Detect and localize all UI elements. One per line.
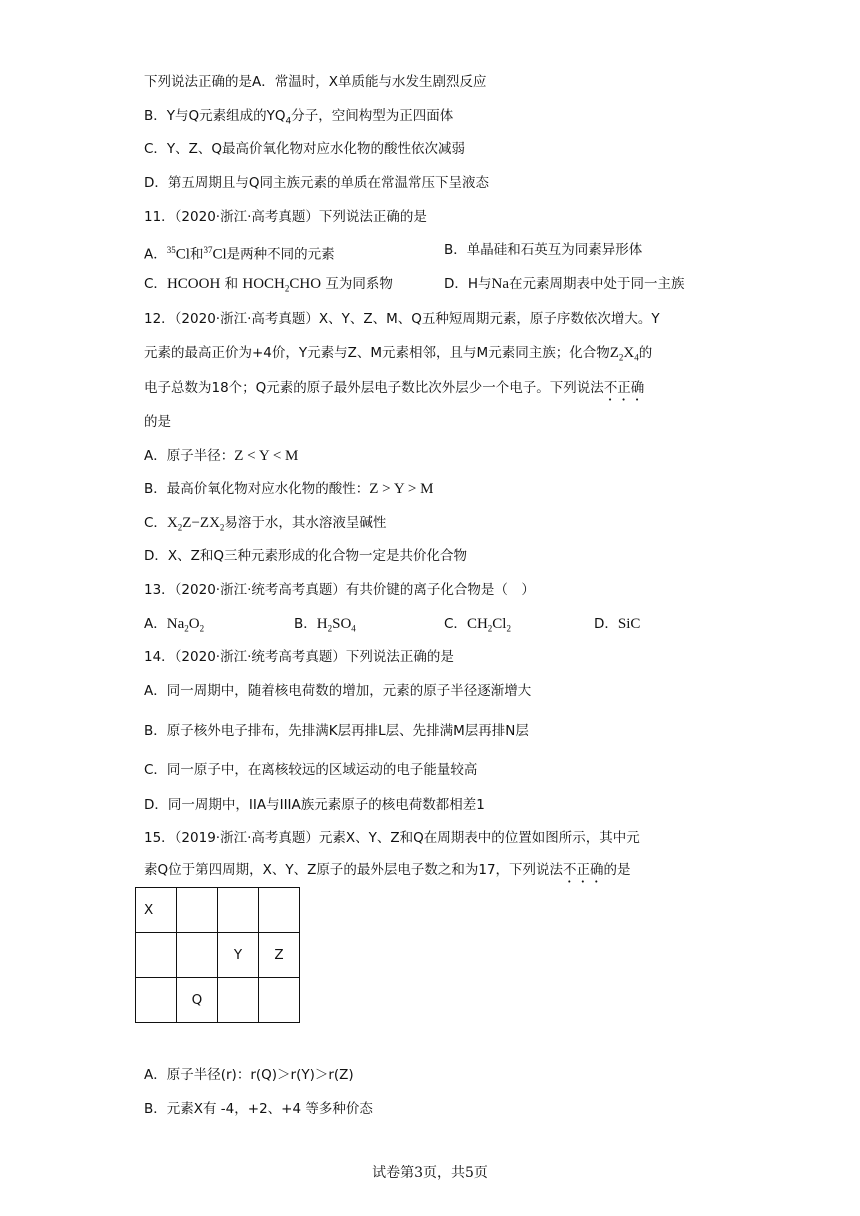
text: C． bbox=[444, 616, 467, 632]
q13-option-c bbox=[444, 614, 511, 639]
q12-option-c bbox=[144, 513, 386, 538]
q11-option-c bbox=[144, 274, 393, 299]
text: 素Q位于第四周期，X、Y、Z原子的最外层电子数之和为17，下列说法 bbox=[144, 862, 564, 878]
formula: SiC bbox=[617, 616, 641, 632]
formula: CHO bbox=[289, 276, 322, 292]
text: 电子总数为18个；Q元素的原子最外层电子数比次外层少一个电子。下列说法 bbox=[144, 380, 604, 396]
text: B． bbox=[294, 616, 317, 632]
q14-option-a: A．同一周期中，随着核电荷数的增加，元素的原子半径逐渐增大 bbox=[144, 683, 532, 699]
question-13: 13．（2020·浙江·统考高考真题）有共价键的离子化合物是（ ） bbox=[144, 582, 535, 598]
formula: HCOOH bbox=[166, 276, 221, 292]
question-15-line2 bbox=[144, 860, 631, 886]
sub: 2 bbox=[284, 283, 290, 294]
emphasis: 不正确 bbox=[563, 862, 604, 878]
table-cell: X bbox=[136, 888, 177, 933]
q12-option-d: D．X、Z和Q三种元素形成的化合物一定是共价化合物 bbox=[144, 548, 468, 564]
q14-option-b: B．原子核外电子排布，先排满K层再排L层、先排满M层再排N层 bbox=[144, 723, 529, 739]
formula: O bbox=[188, 616, 200, 632]
q11-option-d bbox=[444, 274, 685, 294]
q14-option-c: C．同一原子中，在离核较远的区域运动的电子能量较高 bbox=[144, 762, 478, 778]
question-12-line1: 12．（2020·浙江·高考真题）X、Y、Z、M、Q五种短周期元素，原子序数依次增大。Y bbox=[144, 311, 660, 327]
text: B．Y与Q元素组成的YQ bbox=[144, 108, 286, 124]
q12-option-a bbox=[144, 446, 298, 466]
formula: HOCH bbox=[242, 276, 285, 292]
sub: 2 bbox=[177, 522, 183, 533]
sub: 2 bbox=[506, 623, 511, 634]
formula: Cl bbox=[175, 246, 190, 263]
text: 元素的最高正价为+4价，Y元素与Z、M元素相邻，且与M元素同主族；化合物 bbox=[144, 345, 610, 361]
text: 的是 bbox=[603, 862, 631, 878]
question-11: 11．（2020·浙江·高考真题）下列说法正确的是 bbox=[144, 209, 427, 225]
text: A． bbox=[144, 246, 167, 263]
text: 在元素周期表中处于同一主族 bbox=[509, 276, 685, 292]
table-cell: Q bbox=[177, 978, 218, 1023]
table-cell: Z bbox=[259, 933, 300, 978]
sub: 2 bbox=[219, 522, 225, 533]
text: 互为同系物 bbox=[321, 276, 393, 292]
line-intro: 下列说法正确的是A．常温时，X单质能与水发生剧烈反应 bbox=[144, 74, 487, 90]
formula: CH bbox=[466, 616, 488, 632]
q11-option-b: B．单晶硅和石英互为同素异形体 bbox=[444, 242, 643, 258]
question-12-line3 bbox=[144, 378, 644, 404]
formula: SO bbox=[332, 616, 352, 632]
sub: 4 bbox=[351, 623, 356, 634]
sub: 4 bbox=[634, 352, 639, 363]
q15-option-a: A．原子半径(r)：r(Q)＞r(Y)＞r(Z) bbox=[144, 1067, 354, 1083]
formula: X bbox=[623, 345, 635, 361]
formula: Z > Y > M bbox=[369, 481, 434, 497]
table-cell bbox=[259, 888, 300, 933]
text: 和 bbox=[220, 276, 243, 292]
table-cell bbox=[136, 933, 177, 978]
sub: 2 bbox=[487, 623, 493, 634]
text: A．原子半径： bbox=[144, 448, 235, 464]
table-row bbox=[136, 933, 300, 978]
sup: 35 bbox=[166, 245, 176, 255]
q13-option-a bbox=[144, 614, 204, 639]
table-row bbox=[136, 978, 300, 1023]
emphasis: 不正确 bbox=[603, 380, 645, 396]
text: 的 bbox=[638, 345, 653, 361]
text: D．H与 bbox=[444, 276, 492, 292]
text: 易溶于水，其水溶液呈碱性 bbox=[224, 515, 387, 531]
formula: Z−ZX bbox=[182, 515, 220, 531]
option-d-q10: D．第五周期且与Q同主族元素的单质在常温常压下呈液态 bbox=[144, 175, 490, 191]
text: D． bbox=[594, 616, 618, 632]
formula: X bbox=[166, 515, 178, 531]
table-row bbox=[136, 888, 300, 933]
formula: Na bbox=[491, 276, 510, 292]
table-cell bbox=[259, 978, 300, 1023]
q15-option-b: B．元素X有 -4，+2、+4 等多种价态 bbox=[144, 1101, 373, 1117]
sub: 2 bbox=[327, 623, 333, 634]
sub: 2 bbox=[199, 623, 205, 634]
q12-option-b bbox=[144, 479, 433, 499]
q14-option-d: D．同一周期中，IIA与IIIA族元素原子的核电荷数都相差1 bbox=[144, 797, 485, 813]
subscript: 4 bbox=[285, 116, 292, 127]
page-footer: 试卷第3页，共5页 bbox=[372, 1165, 488, 1181]
sub: 2 bbox=[618, 352, 624, 363]
text: A． bbox=[144, 616, 167, 632]
text: 分子，空间构型为正四面体 bbox=[291, 108, 454, 124]
formula: Cl bbox=[492, 616, 507, 632]
formula: Cl bbox=[212, 246, 227, 263]
option-c-q10: C．Y、Z、Q最高价氧化物对应水化物的酸性依次减弱 bbox=[144, 141, 466, 157]
table-cell bbox=[177, 888, 218, 933]
table-cell bbox=[177, 933, 218, 978]
text: 是两种不同的元素 bbox=[226, 246, 335, 263]
question-14: 14．（2020·浙江·统考高考真题）下列说法正确的是 bbox=[144, 649, 454, 665]
formula: H bbox=[316, 616, 328, 632]
table-cell: Y bbox=[218, 933, 259, 978]
option-b-q10 bbox=[144, 106, 453, 132]
text: 和 bbox=[189, 246, 204, 263]
question-15-line1: 15．（2019·浙江·高考真题）元素X、Y、Z和Q在周期表中的位置如图所示，其中元 bbox=[144, 830, 640, 846]
q11-option-a bbox=[144, 240, 335, 265]
q13-option-d bbox=[594, 614, 640, 634]
periodic-table-grid bbox=[135, 887, 300, 1023]
q13-option-b bbox=[294, 614, 356, 639]
formula: Na bbox=[166, 616, 185, 632]
question-12-line2 bbox=[144, 343, 652, 368]
question-12-line4: 的是 bbox=[144, 414, 171, 430]
formula: Z bbox=[609, 345, 619, 361]
table-cell bbox=[218, 888, 259, 933]
text: C． bbox=[144, 276, 167, 292]
table-cell bbox=[136, 978, 177, 1023]
text: B．最高价氧化物对应水化物的酸性： bbox=[144, 481, 370, 497]
table-cell bbox=[218, 978, 259, 1023]
sub: 2 bbox=[184, 623, 189, 634]
formula: Z < Y < M bbox=[234, 448, 299, 464]
text: C． bbox=[144, 515, 167, 531]
sup: 37 bbox=[203, 245, 213, 255]
